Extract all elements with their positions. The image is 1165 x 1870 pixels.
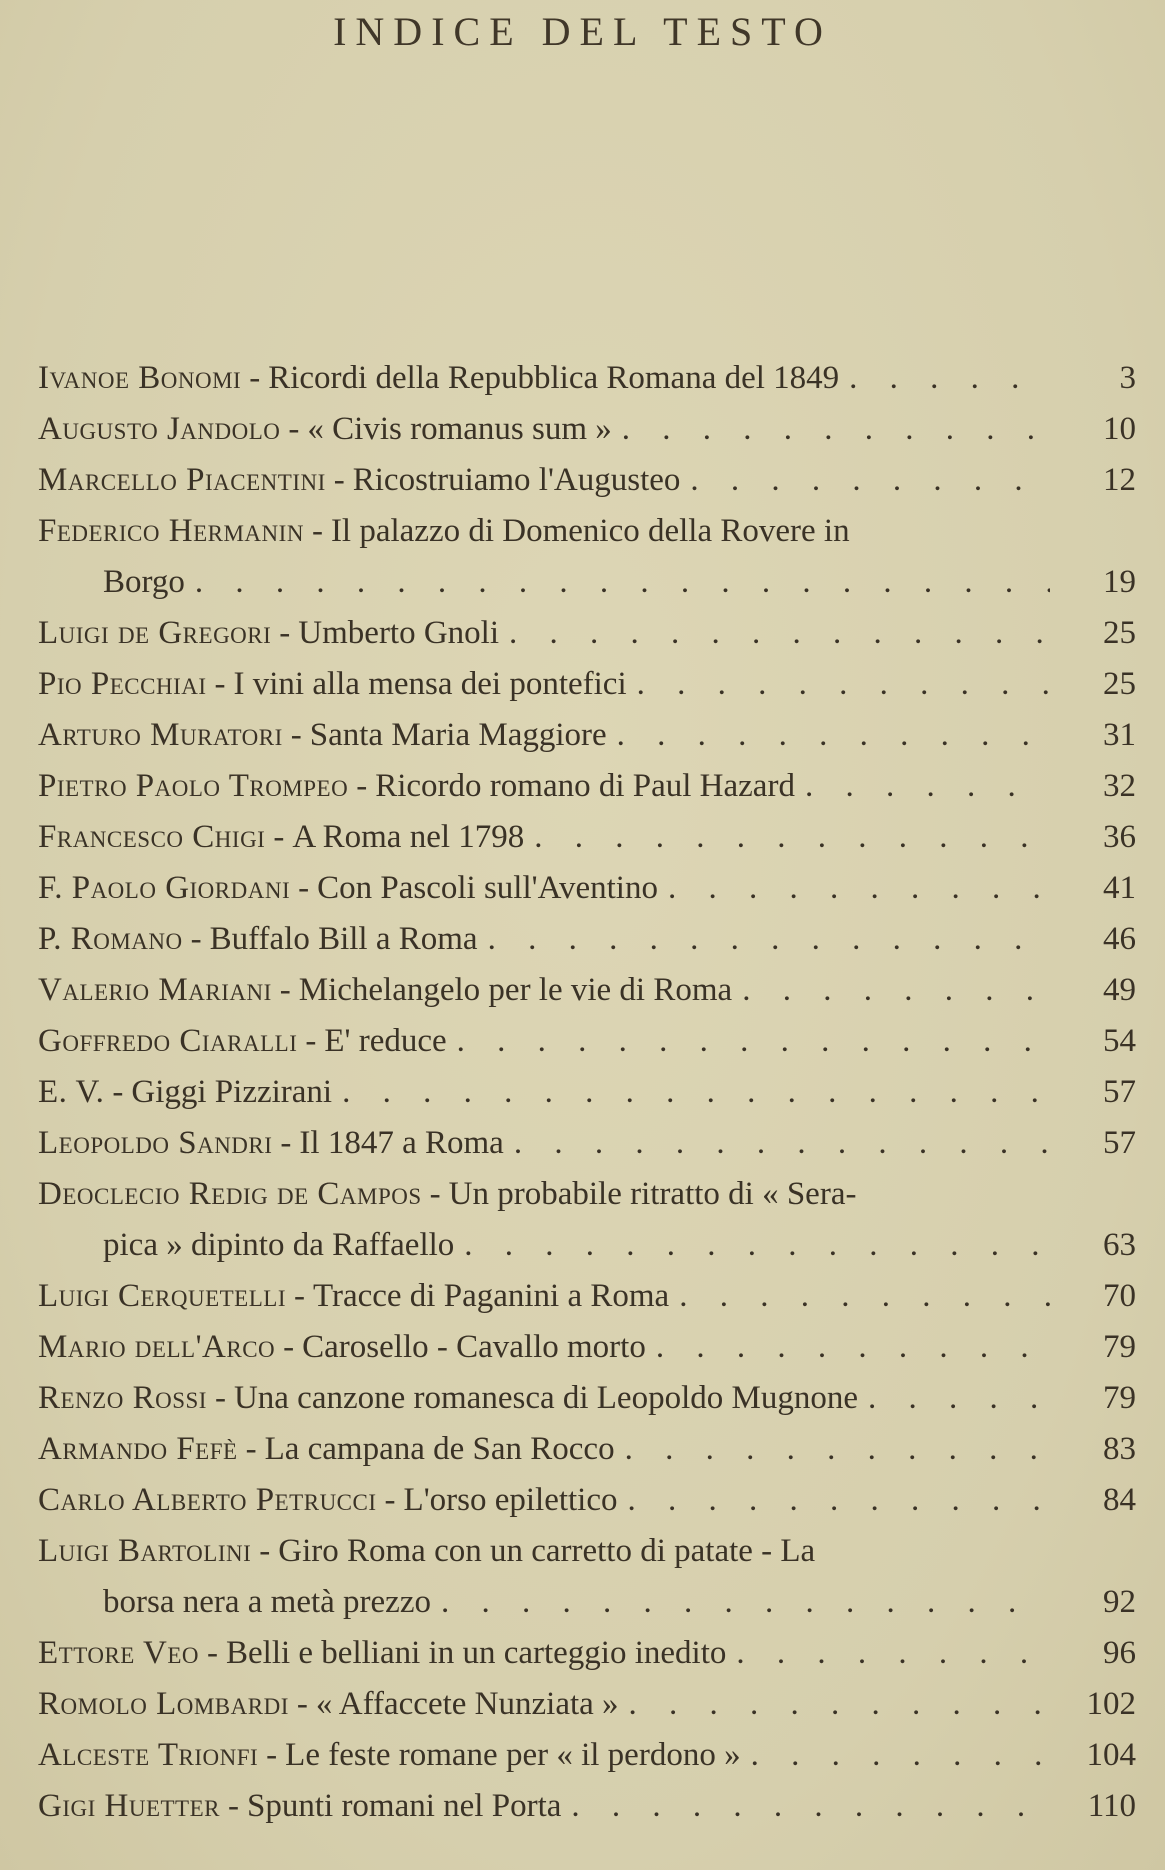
separator-dash: - <box>429 1176 441 1212</box>
toc-entry <box>38 1125 1136 1176</box>
entry-text <box>38 717 607 754</box>
entry-title-continuation: Borgo <box>103 564 185 600</box>
separator-dash: - <box>280 1125 292 1161</box>
toc-entry-continuation <box>38 564 1136 615</box>
dot-leader <box>628 1482 1051 1519</box>
entry-text <box>38 1431 615 1468</box>
dot-leader <box>868 1380 1050 1417</box>
toc-entry <box>38 1380 1136 1431</box>
page-number: 110 <box>1087 1788 1136 1824</box>
entry-text <box>38 921 478 958</box>
separator-dash: - <box>293 1278 305 1314</box>
entry-author: Arturo Muratori <box>38 717 283 753</box>
entry-title: Un probabile ritratto di « Sera- <box>448 1176 857 1212</box>
separator-dash: - <box>283 1329 295 1365</box>
entry-author: Leopoldo Sandri <box>38 1125 273 1161</box>
page-number: 3 <box>1119 360 1136 396</box>
entry-text <box>38 1788 561 1825</box>
entry-title: Le feste romane per « il perdono » <box>285 1737 741 1773</box>
separator-dash: - <box>207 1635 218 1671</box>
toc-entry <box>38 462 1136 513</box>
entry-title: « Affaccete Nunziata » <box>315 1686 619 1722</box>
page-number: 25 <box>1103 666 1136 702</box>
entry-author: E. V. <box>38 1074 105 1110</box>
dot-leader <box>679 1278 1050 1315</box>
entry-title: L'orso epilettico <box>403 1482 618 1518</box>
entry-author: Pio Pecchiai <box>38 666 207 702</box>
dot-leader <box>629 1686 1050 1723</box>
page-number: 84 <box>1103 1482 1136 1518</box>
entry-title: E' reduce <box>324 1023 447 1059</box>
dot-leader <box>195 564 1050 601</box>
entry-title: Ricordi della Repubblica Romana del 1849 <box>268 360 840 396</box>
entry-author: Luigi de Gregori <box>38 615 272 651</box>
toc-entry-continuation <box>38 1227 1136 1278</box>
entry-text <box>38 1737 741 1774</box>
entry-author: Ivanoe Bonomi <box>38 360 242 396</box>
separator-dash: - <box>279 972 291 1008</box>
separator-dash: - <box>273 819 285 855</box>
entry-author: Ettore Veo <box>38 1635 199 1671</box>
dot-leader <box>534 819 1050 856</box>
toc-entry <box>38 1482 1136 1533</box>
page-number: 54 <box>1103 1023 1136 1059</box>
dot-leader <box>488 921 1050 958</box>
separator-dash: - <box>333 462 345 498</box>
toc-entry-continuation <box>38 1584 1136 1635</box>
separator-dash: - <box>290 717 302 753</box>
toc-entry <box>38 513 1136 564</box>
entry-title: Santa Maria Maggiore <box>309 717 607 753</box>
dot-leader <box>617 717 1050 754</box>
entry-title: La campana de San Rocco <box>264 1431 615 1467</box>
page-number: 104 <box>1086 1737 1136 1773</box>
entry-text <box>38 615 499 652</box>
separator-dash: - <box>190 921 202 957</box>
separator-dash: - <box>288 411 300 447</box>
dot-leader <box>668 870 1050 907</box>
entry-author: Luigi Cerquetelli <box>38 1278 286 1314</box>
dot-leader <box>464 1227 1050 1264</box>
entry-text <box>38 870 658 907</box>
entry-title: Il 1847 a Roma <box>299 1125 504 1161</box>
entry-author: Augusto Jandolo <box>38 411 281 447</box>
dot-leader <box>441 1584 1050 1621</box>
entry-author: Carlo Alberto Petrucci <box>38 1482 377 1518</box>
separator-dash: - <box>249 360 261 396</box>
entry-text <box>38 411 612 448</box>
toc-entry <box>38 870 1136 921</box>
toc-entry <box>38 360 1136 411</box>
toc-entry <box>38 1431 1136 1482</box>
page-number: 102 <box>1086 1686 1136 1722</box>
separator-dash: - <box>279 615 291 651</box>
separator-dash: - <box>214 666 226 702</box>
toc-entry <box>38 1074 1136 1125</box>
entry-title: I vini alla mensa dei pontefici <box>233 666 627 702</box>
entry-title: Con Pascoli sull'Aventino <box>317 870 658 906</box>
dot-leader <box>571 1788 1050 1825</box>
dot-leader <box>751 1737 1050 1774</box>
page-number: 49 <box>1103 972 1136 1008</box>
entry-title: Umberto Gnoli <box>298 615 500 651</box>
separator-dash: - <box>311 513 323 549</box>
dot-leader <box>509 615 1050 652</box>
page-number: 96 <box>1103 1635 1136 1671</box>
separator-dash: - <box>298 870 310 906</box>
entry-text <box>38 972 732 1009</box>
entry-author: Renzo Rossi <box>38 1380 207 1416</box>
entry-author: Goffredo Ciaralli <box>38 1023 298 1059</box>
entry-author: Romolo Lombardi <box>38 1686 289 1722</box>
page-number: 79 <box>1103 1380 1136 1416</box>
toc-entry <box>38 1023 1136 1074</box>
entry-text <box>38 1329 646 1366</box>
toc-entry <box>38 768 1136 819</box>
page-number: 10 <box>1103 411 1136 447</box>
toc-entry <box>38 1788 1136 1839</box>
entry-text <box>38 1278 669 1315</box>
toc-entry <box>38 1329 1136 1380</box>
separator-dash: - <box>245 1431 257 1467</box>
entry-author: Pietro Paolo Trompeo <box>38 768 349 804</box>
entry-title: « Civis romanus sum » <box>307 411 612 447</box>
page-number: 63 <box>1103 1227 1136 1263</box>
page-title: INDICE DEL TESTO <box>333 9 832 54</box>
entry-text <box>38 513 850 550</box>
entry-text <box>38 819 524 856</box>
page-number: 46 <box>1103 921 1136 957</box>
page-number: 32 <box>1103 768 1136 804</box>
entry-text <box>38 1686 619 1723</box>
separator-dash: - <box>259 1533 271 1569</box>
entry-author: Luigi Bartolini <box>38 1533 252 1569</box>
toc-entry <box>38 1686 1136 1737</box>
page-number: 19 <box>1103 564 1136 600</box>
entry-author: Armando Fefè <box>38 1431 238 1467</box>
entry-text <box>38 1074 332 1111</box>
entry-title: Giggi Pizzirani <box>131 1074 333 1110</box>
page-number: 79 <box>1103 1329 1136 1365</box>
entry-author: Deoclecio Redig de Campos <box>38 1176 422 1212</box>
entry-author: Marcello Piacentini <box>38 462 326 498</box>
entry-text <box>38 1125 504 1162</box>
page-number: 25 <box>1103 615 1136 651</box>
toc-entry <box>38 1533 1136 1584</box>
dot-leader <box>656 1329 1050 1366</box>
entry-title: Tracce di Paganini a Roma <box>312 1278 670 1314</box>
dot-leader <box>342 1074 1050 1111</box>
page-number: 41 <box>1103 870 1136 906</box>
toc-entry <box>38 1176 1136 1227</box>
entry-text <box>38 1533 815 1570</box>
entry-author: F. Paolo Giordani <box>38 870 291 906</box>
entry-title-continuation: pica » dipinto da Raffaello <box>103 1227 455 1263</box>
entry-text <box>38 1380 858 1417</box>
entry-text <box>38 1023 447 1060</box>
page-number: 70 <box>1103 1278 1136 1314</box>
entry-title: Giro Roma con un carretto di patate - La <box>278 1533 816 1569</box>
toc-entry <box>38 921 1136 972</box>
entry-author: Mario dell'Arco <box>38 1329 276 1365</box>
entry-author: Gigi Huetter <box>38 1788 220 1824</box>
separator-dash: - <box>296 1686 308 1722</box>
toc-entry <box>38 666 1136 717</box>
entry-text <box>38 462 680 499</box>
page-number: 57 <box>1103 1125 1136 1161</box>
page-number: 92 <box>1103 1584 1136 1620</box>
dot-leader <box>457 1023 1050 1060</box>
entry-author: P. Romano <box>38 921 183 957</box>
entry-text <box>38 1176 856 1213</box>
entry-text <box>38 1482 618 1519</box>
entry-title: Una canzone romanesca di Leopoldo Mugnone <box>233 1380 858 1416</box>
dot-leader <box>514 1125 1050 1162</box>
dot-leader <box>805 768 1050 805</box>
separator-dash: - <box>384 1482 396 1518</box>
page-number: 57 <box>1103 1074 1136 1110</box>
separator-dash: - <box>356 768 368 804</box>
entry-title: Carosello - Cavallo morto <box>302 1329 646 1365</box>
toc-entry <box>38 1635 1136 1686</box>
page-number: 36 <box>1103 819 1136 855</box>
entry-title: Belli e belliani in un carteggio inedito <box>226 1635 727 1671</box>
entry-title: Il palazzo di Domenico della Rovere in <box>330 513 850 549</box>
entry-title: A Roma nel 1798 <box>292 819 525 855</box>
separator-dash: - <box>266 1737 278 1773</box>
entry-text <box>38 666 627 703</box>
entry-title: Buffalo Bill a Roma <box>209 921 478 957</box>
separator-dash: - <box>228 1788 239 1824</box>
dot-leader <box>637 666 1050 703</box>
dot-leader <box>742 972 1050 1009</box>
separator-dash: - <box>305 1023 317 1059</box>
toc-entry <box>38 717 1136 768</box>
toc-entry <box>38 615 1136 666</box>
entry-title: Michelangelo per le vie di Roma <box>298 972 733 1008</box>
toc-entry <box>38 1737 1136 1788</box>
dot-leader <box>625 1431 1050 1468</box>
entry-text <box>38 1635 726 1672</box>
entry-text <box>38 360 839 397</box>
dot-leader <box>622 411 1050 448</box>
dot-leader <box>690 462 1050 499</box>
entry-title: Spunti romani nel Porta <box>247 1788 562 1824</box>
table-of-contents <box>38 360 1136 1839</box>
page-number: 12 <box>1103 462 1136 498</box>
entry-author: Francesco Chigi <box>38 819 266 855</box>
separator-dash: - <box>214 1380 226 1416</box>
entry-author: Federico Hermanin <box>38 513 304 549</box>
page-number: 31 <box>1103 717 1136 753</box>
dot-leader <box>849 360 1050 397</box>
entry-author: Valerio Mariani <box>38 972 272 1008</box>
entry-text <box>38 768 795 805</box>
entry-title: Ricordo romano di Paul Hazard <box>375 768 795 804</box>
entry-author: Alceste Trionfi <box>38 1737 259 1773</box>
entry-title: Ricostruiamo l'Augusteo <box>352 462 681 498</box>
toc-entry <box>38 1278 1136 1329</box>
toc-entry <box>38 819 1136 870</box>
page-number: 83 <box>1103 1431 1136 1467</box>
entry-title-continuation: borsa nera a metà prezzo <box>103 1584 431 1620</box>
dot-leader <box>736 1635 1050 1672</box>
toc-entry <box>38 411 1136 462</box>
toc-entry <box>38 972 1136 1023</box>
separator-dash: - <box>112 1074 124 1110</box>
